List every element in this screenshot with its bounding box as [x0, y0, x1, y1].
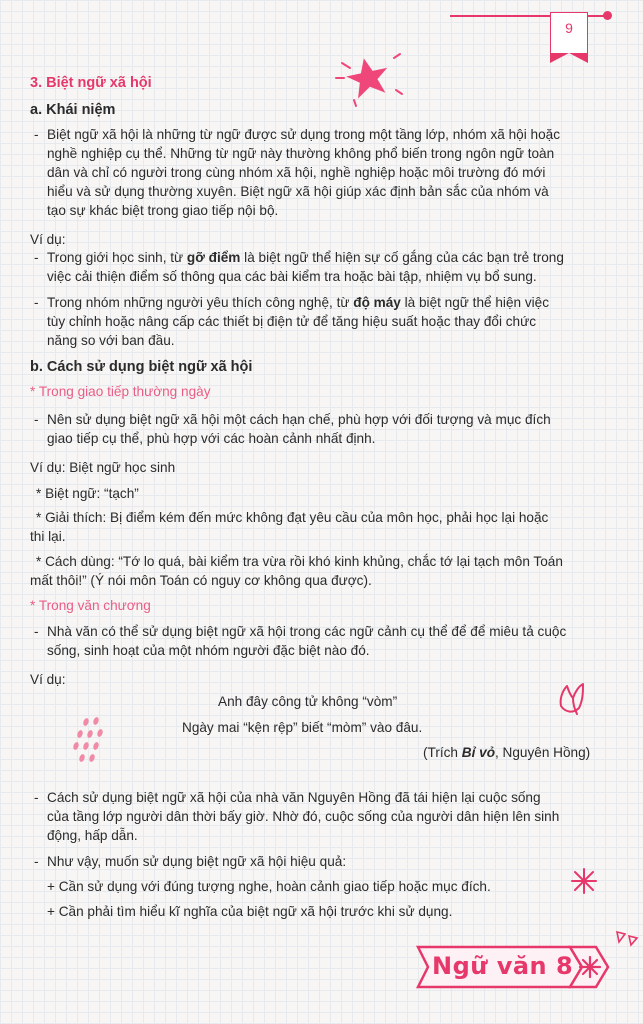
sparkle-decoration-icon [566, 866, 602, 896]
definition-line: nghề nghiệp cụ thể. Những từ ngữ này thường không phổ biến trong ngôn ngữ toàn [47, 146, 555, 161]
analysis-line: Cách sử dụng biệt ngữ xã hội của nhà văn Nguyên Hồng đã tái hiện lại cuộc sống [47, 790, 541, 805]
flower-decoration-icon [553, 676, 595, 720]
explanation-line-2: thi lại. [30, 529, 66, 544]
definition-line: Biệt ngữ xã hội là những từ ngữ được sử dụng trong một tầng lớp, nhóm xã hội hoặc [47, 127, 561, 142]
daily-heading: * Trong giao tiếp thường ngày [30, 384, 211, 399]
page-number: 9 [565, 20, 573, 36]
term-do-may: độ máy [353, 295, 401, 310]
star-decoration-icon [332, 48, 408, 108]
example-label: Ví dụ: [30, 232, 66, 247]
example-label: Ví dụ: [30, 672, 66, 687]
plus-item: + Cần sử dụng với đúng tượng nghe, hoàn cảnh giao tiếp hoặc mục đích. [47, 879, 491, 894]
bullet-dash: - [34, 295, 39, 310]
explanation-line-1: * Giải thích: Bị điểm kém đến mức không đạt yêu cầu của môn học, phải học lại hoặc [36, 510, 549, 525]
term-go-diem: gỡ điểm [186, 250, 241, 265]
literature-line: sống, sinh hoạt của một nhóm người đặc biệt nào đó. [47, 643, 370, 658]
poem-line-2: Ngày mai “kện rệp” biết “mòm” vào đâu. [182, 720, 423, 735]
daily-line: Nên sử dụng biệt ngữ xã hội một cách hạn chế, phù hợp với đối tượng và mục đích [47, 412, 551, 427]
subsection-a-title: a. Khái niệm [30, 102, 116, 118]
page-number-dot [603, 11, 612, 20]
triangle-decoration-icon [613, 928, 641, 948]
bullet-dash: - [34, 127, 39, 142]
bullet-dash: - [34, 854, 39, 869]
plus-item: + Cần phải tìm hiểu kĩ nghĩa của biệt ngữ xã hội trước khi sử dụng. [47, 904, 453, 919]
section-title: 3. Biệt ngữ xã hội [30, 75, 152, 91]
daily-line: giao tiếp cụ thể, phù hợp với các hoàn cảnh nhất định. [47, 431, 376, 446]
definition-line: dân và chỉ có người trong cùng nhóm xã hội, nghề nghiệp hoặc môi trường đó mới [47, 165, 546, 180]
bullet-dash: - [34, 412, 39, 427]
definition-line: tạo sự khác biệt trong giao tiếp nội bộ. [47, 203, 279, 218]
subsection-b-title: b. Cách sử dụng biệt ngữ xã hội [30, 359, 253, 375]
analysis-line: động, hấp dẫn. [47, 828, 138, 843]
literature-line: Nhà văn có thể sử dụng biệt ngữ xã hội trong các ngữ cảnh cụ thể để để miêu tả cuộc [47, 624, 567, 639]
bullet-dash: - [34, 790, 39, 805]
example-gd-line-2: việc cải thiện điểm số thông qua các bài kiểm tra hoặc bài tập, nhiệm vụ bổ sung. [47, 269, 537, 284]
example-students-label: Ví dụ: Biệt ngữ học sinh [30, 460, 176, 475]
example-gd-line-1: Trong giới học sinh, từ gỡ điểm là biệt ngữ thể hiện sự cố gắng của các bạn trẻ trong [47, 250, 564, 265]
work-title: Bỉ vỏ [461, 745, 495, 760]
example-dm-line-1: Trong nhóm những người yêu thích công nghệ, từ độ máy là biệt ngữ thể hiện việc [47, 295, 550, 310]
example-dm-line-3: năng so với ban đầu. [47, 333, 175, 348]
bullet-dash: - [34, 250, 39, 265]
usage-line-2: mất thôi!” (Ý nói môn Toán có nguy cơ không qua được). [30, 573, 372, 588]
analysis-line: của tầng lớp người dân thời bấy giờ. Nhờ đó, cuộc sống của người dân hiện lên sinh [47, 809, 560, 824]
poem-line-1: Anh đây công tử không “vòm” [218, 694, 398, 709]
bullet-dash: - [34, 624, 39, 639]
slang-term: * Biệt ngữ: “tạch” [36, 486, 139, 501]
footer-book-title: Ngữ văn 8 [432, 952, 574, 980]
conclusion-line: Như vậy, muốn sử dụng biệt ngữ xã hội hiệu quả: [47, 854, 347, 869]
poem-citation: (Trích Bỉ vỏ, Nguyên Hồng) [423, 745, 591, 760]
usage-line-1: * Cách dùng: “Tớ lo quá, bài kiểm tra vừa rồi khó kinh khủng, chắc tớ lại tạch môn Toán [36, 554, 563, 569]
dots-decoration-icon [70, 716, 118, 766]
example-dm-line-2: tùy chỉnh hoặc nâng cấp các thiết bị điện tử để tăng hiệu suất hoặc thay đổi chức [47, 314, 537, 329]
literature-heading: * Trong văn chương [30, 598, 151, 613]
definition-line: hiểu và sử dụng thường xuyên. Biệt ngữ xã hội giúp xác định bản sắc của nhóm và [47, 184, 549, 199]
